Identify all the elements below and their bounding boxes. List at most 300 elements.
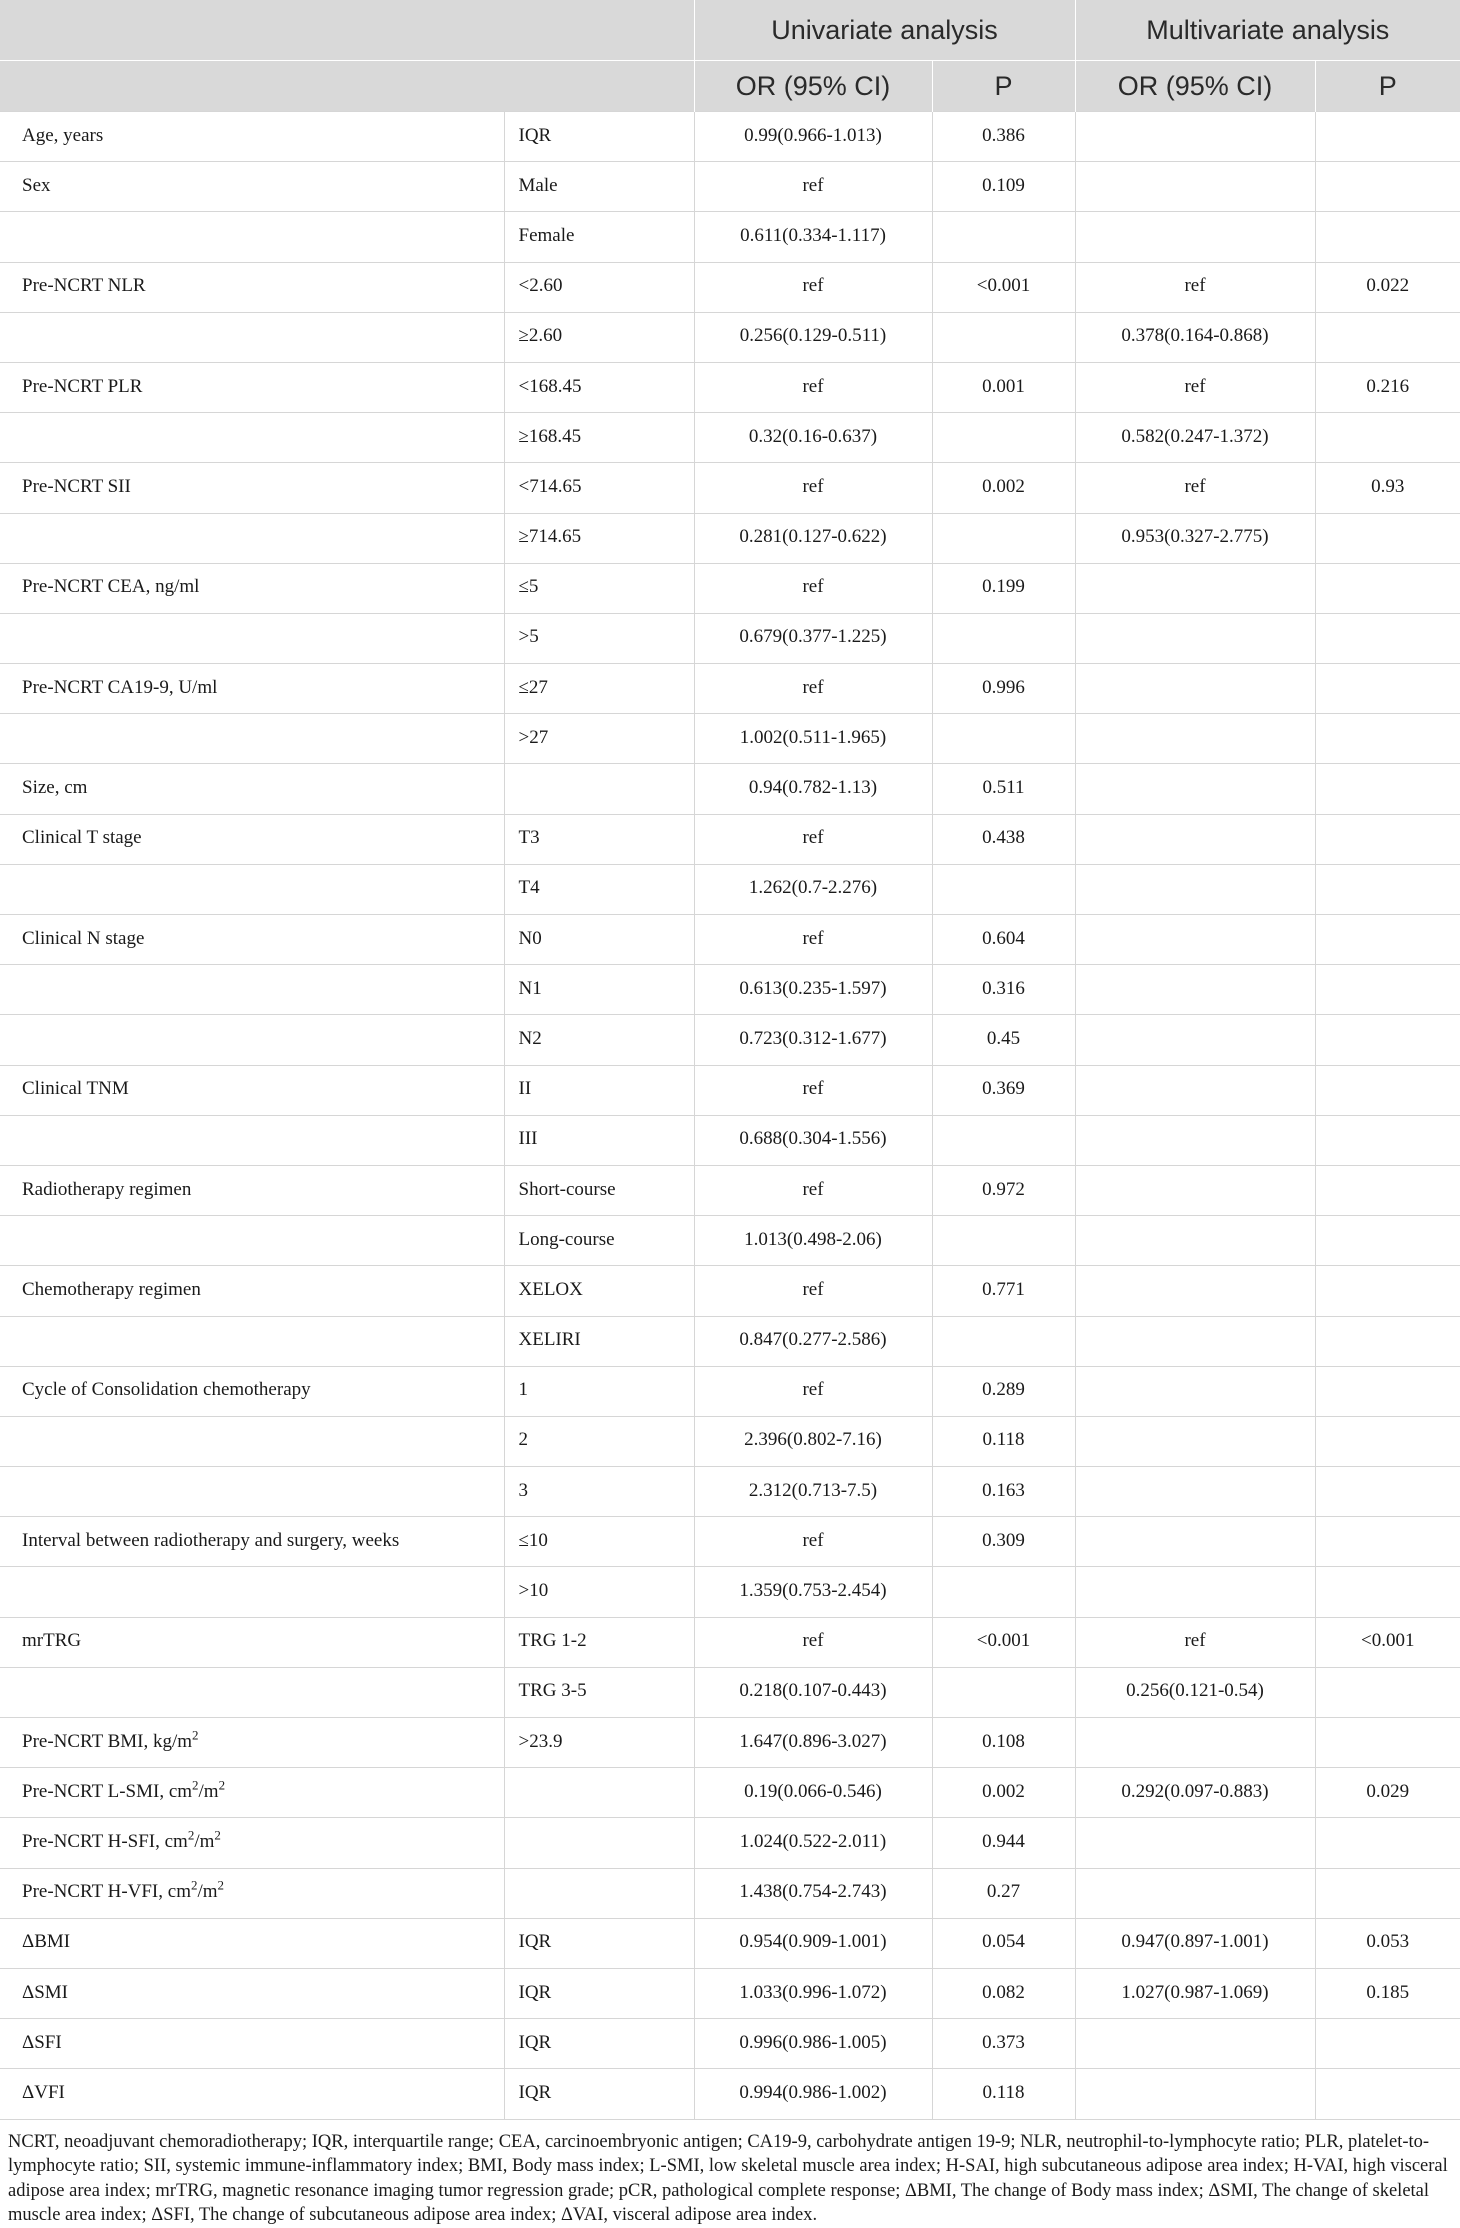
variable-cell xyxy=(0,312,504,362)
level-cell: <2.60 xyxy=(504,262,694,312)
univariate-or-cell: 1.359(0.753-2.454) xyxy=(694,1567,932,1617)
univariate-p-cell: 0.118 xyxy=(932,2069,1075,2119)
table-row xyxy=(0,162,1460,212)
multivariate-or-cell xyxy=(1075,1868,1315,1918)
multivariate-or-cell xyxy=(1075,664,1315,714)
multivariate-or-cell xyxy=(1075,915,1315,965)
table-row xyxy=(0,915,1460,965)
univariate-p-cell: 0.309 xyxy=(932,1517,1075,1567)
multivariate-or-cell xyxy=(1075,162,1315,212)
variable-cell xyxy=(0,1416,504,1466)
variable-cell xyxy=(0,965,504,1015)
level-cell: ≤10 xyxy=(504,1517,694,1567)
univariate-p-cell: 0.45 xyxy=(932,1015,1075,1065)
multivariate-or-cell xyxy=(1075,613,1315,663)
level-cell: ≥168.45 xyxy=(504,413,694,463)
table-row xyxy=(0,312,1460,362)
multivariate-p-cell xyxy=(1315,312,1460,362)
variable-cell xyxy=(0,413,504,463)
level-cell: 1 xyxy=(504,1366,694,1416)
superscript: 2 xyxy=(217,1877,225,1893)
header-univariate: Univariate analysis xyxy=(694,0,1075,61)
variable-cell xyxy=(0,1868,504,1918)
multivariate-or-cell xyxy=(1075,112,1315,162)
table-body xyxy=(0,112,1460,2120)
level-cell: ≤5 xyxy=(504,563,694,613)
univariate-p-cell: 0.373 xyxy=(932,2019,1075,2069)
table-row xyxy=(0,1868,1460,1918)
multivariate-p-cell xyxy=(1315,1416,1460,1466)
univariate-p-cell: 0.27 xyxy=(932,1868,1075,1918)
univariate-p-cell: 0.082 xyxy=(932,1968,1075,2018)
variable-cell xyxy=(0,714,504,764)
univariate-p-cell: 0.369 xyxy=(932,1065,1075,1115)
univariate-or-cell: ref xyxy=(694,814,932,864)
table-row xyxy=(0,1366,1460,1416)
variable-cell xyxy=(0,1467,504,1517)
header-multivariate: Multivariate analysis xyxy=(1075,0,1460,61)
univariate-or-cell: 1.647(0.896-3.027) xyxy=(694,1718,932,1768)
univariate-p-cell xyxy=(932,513,1075,563)
variable-cell: Clinical T stage xyxy=(0,814,504,864)
multivariate-p-cell xyxy=(1315,1015,1460,1065)
variable-cell: Pre-NCRT PLR xyxy=(0,362,504,412)
univariate-or-cell: 1.438(0.754-2.743) xyxy=(694,1868,932,1918)
level-cell: Long-course xyxy=(504,1216,694,1266)
variable-cell: Pre-NCRT CEA, ng/ml xyxy=(0,563,504,613)
table-row xyxy=(0,1416,1460,1466)
variable-text-unit: /m xyxy=(194,1830,215,1852)
table-row xyxy=(0,1517,1460,1567)
variable-cell: ΔBMI xyxy=(0,1918,504,1968)
multivariate-p-cell xyxy=(1315,212,1460,262)
multivariate-or-cell xyxy=(1075,2069,1315,2119)
univariate-or-cell: ref xyxy=(694,463,932,513)
univariate-or-cell: 0.847(0.277-2.586) xyxy=(694,1316,932,1366)
level-cell xyxy=(504,1768,694,1818)
variable-cell: Clinical TNM xyxy=(0,1065,504,1115)
multivariate-or-cell xyxy=(1075,1115,1315,1165)
univariate-p-cell: 0.109 xyxy=(932,162,1075,212)
univariate-or-cell: ref xyxy=(694,1366,932,1416)
variable-cell: Cycle of Consolidation chemotherapy xyxy=(0,1366,504,1416)
table-row xyxy=(0,1667,1460,1717)
level-cell: XELIRI xyxy=(504,1316,694,1366)
variable-cell xyxy=(0,1567,504,1617)
multivariate-or-cell: ref xyxy=(1075,463,1315,513)
table-row xyxy=(0,1617,1460,1667)
multivariate-p-cell: 0.022 xyxy=(1315,262,1460,312)
variable-cell: mrTRG xyxy=(0,1617,504,1667)
level-cell: IQR xyxy=(504,2019,694,2069)
variable-text-unit: /m xyxy=(198,1780,219,1802)
univariate-p-cell: <0.001 xyxy=(932,1617,1075,1667)
multivariate-or-cell xyxy=(1075,764,1315,814)
univariate-p-cell: <0.001 xyxy=(932,262,1075,312)
multivariate-p-cell xyxy=(1315,1115,1460,1165)
table-row xyxy=(0,664,1460,714)
table-row xyxy=(0,1316,1460,1366)
table-row xyxy=(0,2019,1460,2069)
table-row xyxy=(0,1467,1460,1517)
level-cell: >27 xyxy=(504,714,694,764)
table-row xyxy=(0,1718,1460,1768)
multivariate-p-cell: 0.029 xyxy=(1315,1768,1460,1818)
univariate-p-cell: 0.054 xyxy=(932,1918,1075,1968)
univariate-p-cell: 0.438 xyxy=(932,814,1075,864)
univariate-p-cell: 0.118 xyxy=(932,1416,1075,1466)
univariate-or-cell: 0.954(0.909-1.001) xyxy=(694,1918,932,1968)
multivariate-or-cell xyxy=(1075,1266,1315,1316)
multivariate-p-cell xyxy=(1315,864,1460,914)
univariate-or-cell: 1.024(0.522-2.011) xyxy=(694,1818,932,1868)
univariate-or-cell: 2.396(0.802-7.16) xyxy=(694,1416,932,1466)
multivariate-p-cell xyxy=(1315,1667,1460,1717)
univariate-or-cell: 1.033(0.996-1.072) xyxy=(694,1968,932,2018)
variable-text-unit: /m xyxy=(197,1881,218,1903)
univariate-or-cell: 0.723(0.312-1.677) xyxy=(694,1015,932,1065)
univariate-or-cell: 0.32(0.16-0.637) xyxy=(694,413,932,463)
header-uni-or: OR (95% CI) xyxy=(694,61,932,112)
univariate-p-cell xyxy=(932,1316,1075,1366)
univariate-p-cell xyxy=(932,864,1075,914)
variable-cell xyxy=(0,1718,504,1768)
univariate-or-cell: ref xyxy=(694,664,932,714)
multivariate-or-cell xyxy=(1075,1366,1315,1416)
level-cell: T4 xyxy=(504,864,694,914)
table-row xyxy=(0,262,1460,312)
multivariate-or-cell xyxy=(1075,714,1315,764)
univariate-p-cell: 0.289 xyxy=(932,1366,1075,1416)
table-row xyxy=(0,1015,1460,1065)
level-cell xyxy=(504,764,694,814)
level-cell: III xyxy=(504,1115,694,1165)
level-cell xyxy=(504,1818,694,1868)
univariate-p-cell xyxy=(932,1567,1075,1617)
univariate-p-cell: 0.996 xyxy=(932,664,1075,714)
table-row xyxy=(0,1818,1460,1868)
table-header xyxy=(0,0,1460,112)
multivariate-or-cell xyxy=(1075,1517,1315,1567)
univariate-or-cell: ref xyxy=(694,1165,932,1215)
multivariate-or-cell xyxy=(1075,1567,1315,1617)
multivariate-p-cell xyxy=(1315,2019,1460,2069)
level-cell: Short-course xyxy=(504,1165,694,1215)
multivariate-or-cell xyxy=(1075,1718,1315,1768)
multivariate-p-cell xyxy=(1315,764,1460,814)
table-row xyxy=(0,1968,1460,2018)
superscript: 2 xyxy=(187,1827,195,1843)
univariate-p-cell: 0.944 xyxy=(932,1818,1075,1868)
table-row xyxy=(0,1115,1460,1165)
univariate-p-cell: 0.316 xyxy=(932,965,1075,1015)
univariate-p-cell xyxy=(932,1115,1075,1165)
multivariate-or-cell xyxy=(1075,2019,1315,2069)
multivariate-p-cell xyxy=(1315,664,1460,714)
univariate-p-cell: 0.386 xyxy=(932,112,1075,162)
level-cell: N1 xyxy=(504,965,694,1015)
multivariate-p-cell xyxy=(1315,1567,1460,1617)
level-cell: Female xyxy=(504,212,694,262)
multivariate-p-cell xyxy=(1315,563,1460,613)
table-row xyxy=(0,362,1460,412)
level-cell: <714.65 xyxy=(504,463,694,513)
variable-text: Pre-NCRT H-SFI, cm xyxy=(22,1830,188,1852)
univariate-or-cell: 0.679(0.377-1.225) xyxy=(694,613,932,663)
variable-cell xyxy=(0,1316,504,1366)
level-cell: >5 xyxy=(504,613,694,663)
level-cell: N2 xyxy=(504,1015,694,1065)
univariate-p-cell: 0.771 xyxy=(932,1266,1075,1316)
table-row xyxy=(0,1266,1460,1316)
univariate-or-cell: 0.256(0.129-0.511) xyxy=(694,312,932,362)
multivariate-or-cell xyxy=(1075,1165,1315,1215)
variable-cell: Sex xyxy=(0,162,504,212)
level-cell: 3 xyxy=(504,1467,694,1517)
univariate-or-cell: 0.994(0.986-1.002) xyxy=(694,2069,932,2119)
univariate-p-cell: 0.972 xyxy=(932,1165,1075,1215)
table-row xyxy=(0,814,1460,864)
table-row xyxy=(0,2069,1460,2119)
multivariate-p-cell xyxy=(1315,1868,1460,1918)
variable-cell xyxy=(0,613,504,663)
level-cell: IQR xyxy=(504,1968,694,2018)
table-row xyxy=(0,1165,1460,1215)
table-row xyxy=(0,965,1460,1015)
level-cell: Male xyxy=(504,162,694,212)
multivariate-or-cell xyxy=(1075,1065,1315,1115)
univariate-p-cell: 0.163 xyxy=(932,1467,1075,1517)
table-row xyxy=(0,1918,1460,1968)
multivariate-p-cell xyxy=(1315,814,1460,864)
level-cell: IQR xyxy=(504,112,694,162)
table-row xyxy=(0,112,1460,162)
level-cell: ≤27 xyxy=(504,664,694,714)
multivariate-p-cell: 0.93 xyxy=(1315,463,1460,513)
univariate-or-cell: 0.99(0.966-1.013) xyxy=(694,112,932,162)
multivariate-p-cell xyxy=(1315,1718,1460,1768)
univariate-p-cell xyxy=(932,312,1075,362)
multivariate-p-cell xyxy=(1315,1065,1460,1115)
level-cell: N0 xyxy=(504,915,694,965)
superscript: 2 xyxy=(214,1827,221,1843)
superscript: 2 xyxy=(192,1727,199,1743)
header-blank-2 xyxy=(0,61,694,112)
variable-text: Pre-NCRT L-SMI, cm xyxy=(22,1780,193,1802)
multivariate-or-cell: ref xyxy=(1075,262,1315,312)
univariate-or-cell: 0.613(0.235-1.597) xyxy=(694,965,932,1015)
variable-cell xyxy=(0,864,504,914)
multivariate-or-cell: 0.256(0.121-0.54) xyxy=(1075,1667,1315,1717)
variable-text: Pre-NCRT H-VFI, cm xyxy=(22,1881,191,1903)
level-cell: >10 xyxy=(504,1567,694,1617)
header-uni-p: P xyxy=(932,61,1075,112)
multivariate-or-cell xyxy=(1075,563,1315,613)
univariate-or-cell: 1.013(0.498-2.06) xyxy=(694,1216,932,1266)
variable-cell xyxy=(0,1818,504,1868)
variable-cell: ΔSMI xyxy=(0,1968,504,2018)
variable-cell xyxy=(0,1768,504,1818)
variable-cell: Pre-NCRT CA19-9, U/ml xyxy=(0,664,504,714)
level-cell: IQR xyxy=(504,2069,694,2119)
univariate-p-cell: 0.002 xyxy=(932,1768,1075,1818)
multivariate-p-cell xyxy=(1315,1316,1460,1366)
univariate-or-cell: ref xyxy=(694,1266,932,1316)
level-cell: TRG 3-5 xyxy=(504,1667,694,1717)
multivariate-or-cell xyxy=(1075,814,1315,864)
table-row xyxy=(0,413,1460,463)
variable-cell: Pre-NCRT SII xyxy=(0,463,504,513)
level-cell: >23.9 xyxy=(504,1718,694,1768)
variable-cell: Clinical N stage xyxy=(0,915,504,965)
univariate-p-cell xyxy=(932,212,1075,262)
univariate-or-cell: 0.19(0.066-0.546) xyxy=(694,1768,932,1818)
univariate-or-cell: ref xyxy=(694,1617,932,1667)
univariate-or-cell: 0.611(0.334-1.117) xyxy=(694,212,932,262)
table-row xyxy=(0,1567,1460,1617)
table-row xyxy=(0,864,1460,914)
level-cell: 2 xyxy=(504,1416,694,1466)
variable-cell: Chemotherapy regimen xyxy=(0,1266,504,1316)
univariate-p-cell: 0.604 xyxy=(932,915,1075,965)
table-row xyxy=(0,1768,1460,1818)
univariate-or-cell: ref xyxy=(694,1517,932,1567)
multivariate-or-cell: 0.582(0.247-1.372) xyxy=(1075,413,1315,463)
multivariate-p-cell xyxy=(1315,413,1460,463)
multivariate-p-cell xyxy=(1315,2069,1460,2119)
multivariate-or-cell xyxy=(1075,1467,1315,1517)
level-cell: ≥2.60 xyxy=(504,312,694,362)
multivariate-p-cell: 0.185 xyxy=(1315,1968,1460,2018)
multivariate-p-cell xyxy=(1315,513,1460,563)
variable-cell: Pre-NCRT NLR xyxy=(0,262,504,312)
table-row xyxy=(0,563,1460,613)
level-cell: ≥714.65 xyxy=(504,513,694,563)
table-row xyxy=(0,714,1460,764)
univariate-or-cell: 2.312(0.713-7.5) xyxy=(694,1467,932,1517)
univariate-or-cell: ref xyxy=(694,262,932,312)
multivariate-or-cell xyxy=(1075,1416,1315,1466)
superscript: 2 xyxy=(218,1777,226,1793)
univariate-or-cell: ref xyxy=(694,1065,932,1115)
multivariate-p-cell xyxy=(1315,162,1460,212)
variable-cell xyxy=(0,1015,504,1065)
multivariate-p-cell xyxy=(1315,1818,1460,1868)
multivariate-or-cell xyxy=(1075,212,1315,262)
variable-cell: ΔSFI xyxy=(0,2019,504,2069)
multivariate-p-cell xyxy=(1315,714,1460,764)
univariate-or-cell: 1.002(0.511-1.965) xyxy=(694,714,932,764)
variable-cell: Interval between radiotherapy and surgery, weeks xyxy=(0,1517,504,1567)
level-cell: II xyxy=(504,1065,694,1115)
superscript: 2 xyxy=(192,1777,199,1793)
multivariate-or-cell: ref xyxy=(1075,1617,1315,1667)
multivariate-p-cell xyxy=(1315,1216,1460,1266)
univariate-p-cell xyxy=(932,413,1075,463)
multivariate-or-cell xyxy=(1075,965,1315,1015)
variable-cell: ΔVFI xyxy=(0,2069,504,2119)
table-row xyxy=(0,764,1460,814)
univariate-or-cell: 0.218(0.107-0.443) xyxy=(694,1667,932,1717)
multivariate-or-cell: 0.292(0.097-0.883) xyxy=(1075,1768,1315,1818)
multivariate-or-cell: 1.027(0.987-1.069) xyxy=(1075,1968,1315,2018)
multivariate-p-cell xyxy=(1315,1165,1460,1215)
multivariate-p-cell xyxy=(1315,1517,1460,1567)
univariate-p-cell: 0.002 xyxy=(932,463,1075,513)
level-cell: <168.45 xyxy=(504,362,694,412)
superscript: 2 xyxy=(190,1877,198,1893)
univariate-p-cell xyxy=(932,1667,1075,1717)
multivariate-or-cell: 0.378(0.164-0.868) xyxy=(1075,312,1315,362)
multivariate-or-cell: 0.947(0.897-1.001) xyxy=(1075,1918,1315,1968)
univariate-p-cell: 0.001 xyxy=(932,362,1075,412)
univariate-or-cell: 0.94(0.782-1.13) xyxy=(694,764,932,814)
univariate-or-cell: ref xyxy=(694,563,932,613)
univariate-p-cell: 0.199 xyxy=(932,563,1075,613)
multivariate-or-cell xyxy=(1075,1316,1315,1366)
table-row xyxy=(0,1216,1460,1266)
multivariate-p-cell xyxy=(1315,112,1460,162)
univariate-or-cell: 0.996(0.986-1.005) xyxy=(694,2019,932,2069)
level-cell: XELOX xyxy=(504,1266,694,1316)
table-row xyxy=(0,513,1460,563)
variable-cell: Size, cm xyxy=(0,764,504,814)
table-footnote: NCRT, neoadjuvant chemoradiotherapy; IQR, interquartile range; CEA, carcinoembryonic antigen; CA19-9, carbohydrate antigen 19-9; NLR, neutrophil-to-lymphocyte ratio; PLR, platelet-to-lymphocyte ratio; SII, systemic immune-inflammatory index; BMI, Body mass index; L-SMI, low skeletal muscle area index; H-SAI, high subcutaneous adipose area index; H-VAI, high visceral adipose area index; mrTRG, magnetic resonance imaging tumor regression grade; pCR, pathological complete response; ΔBMI, The change of Body mass index; ΔSMI, The change of skeletal muscle area index; ΔSFI, The change of subcutaneous adipose area index; ΔVAI, visceral adipose area index. xyxy=(8,2131,1448,2225)
level-cell: TRG 1-2 xyxy=(504,1617,694,1667)
multivariate-or-cell xyxy=(1075,1216,1315,1266)
table-row xyxy=(0,1065,1460,1115)
header-multi-p: P xyxy=(1315,61,1460,112)
variable-cell: Age, years xyxy=(0,112,504,162)
univariate-p-cell xyxy=(932,714,1075,764)
univariate-or-cell: 0.281(0.127-0.622) xyxy=(694,513,932,563)
multivariate-p-cell: 0.053 xyxy=(1315,1918,1460,1968)
univariate-or-cell: 1.262(0.7-2.276) xyxy=(694,864,932,914)
level-cell xyxy=(504,1868,694,1918)
table-row xyxy=(0,463,1460,513)
univariate-or-cell: 0.688(0.304-1.556) xyxy=(694,1115,932,1165)
multivariate-or-cell xyxy=(1075,864,1315,914)
variable-cell xyxy=(0,212,504,262)
multivariate-p-cell xyxy=(1315,1266,1460,1316)
multivariate-p-cell xyxy=(1315,613,1460,663)
univariate-or-cell: ref xyxy=(694,915,932,965)
variable-cell: Radiotherapy regimen xyxy=(0,1165,504,1215)
multivariate-p-cell: 0.216 xyxy=(1315,362,1460,412)
level-cell: IQR xyxy=(504,1918,694,1968)
multivariate-p-cell: <0.001 xyxy=(1315,1617,1460,1667)
level-cell: T3 xyxy=(504,814,694,864)
univariate-p-cell: 0.108 xyxy=(932,1718,1075,1768)
variable-cell xyxy=(0,513,504,563)
univariate-p-cell: 0.511 xyxy=(932,764,1075,814)
table-row xyxy=(0,613,1460,663)
variable-cell xyxy=(0,1115,504,1165)
header-blank xyxy=(0,0,694,61)
multivariate-or-cell xyxy=(1075,1015,1315,1065)
table-row xyxy=(0,212,1460,262)
univariate-or-cell: ref xyxy=(694,362,932,412)
univariate-or-cell: ref xyxy=(694,162,932,212)
variable-text: Pre-NCRT BMI, kg/m xyxy=(22,1730,193,1752)
multivariate-p-cell xyxy=(1315,915,1460,965)
multivariate-p-cell xyxy=(1315,965,1460,1015)
variable-cell xyxy=(0,1667,504,1717)
multivariate-or-cell: 0.953(0.327-2.775) xyxy=(1075,513,1315,563)
variable-cell xyxy=(0,1216,504,1266)
header-multi-or: OR (95% CI) xyxy=(1075,61,1315,112)
multivariate-or-cell: ref xyxy=(1075,362,1315,412)
